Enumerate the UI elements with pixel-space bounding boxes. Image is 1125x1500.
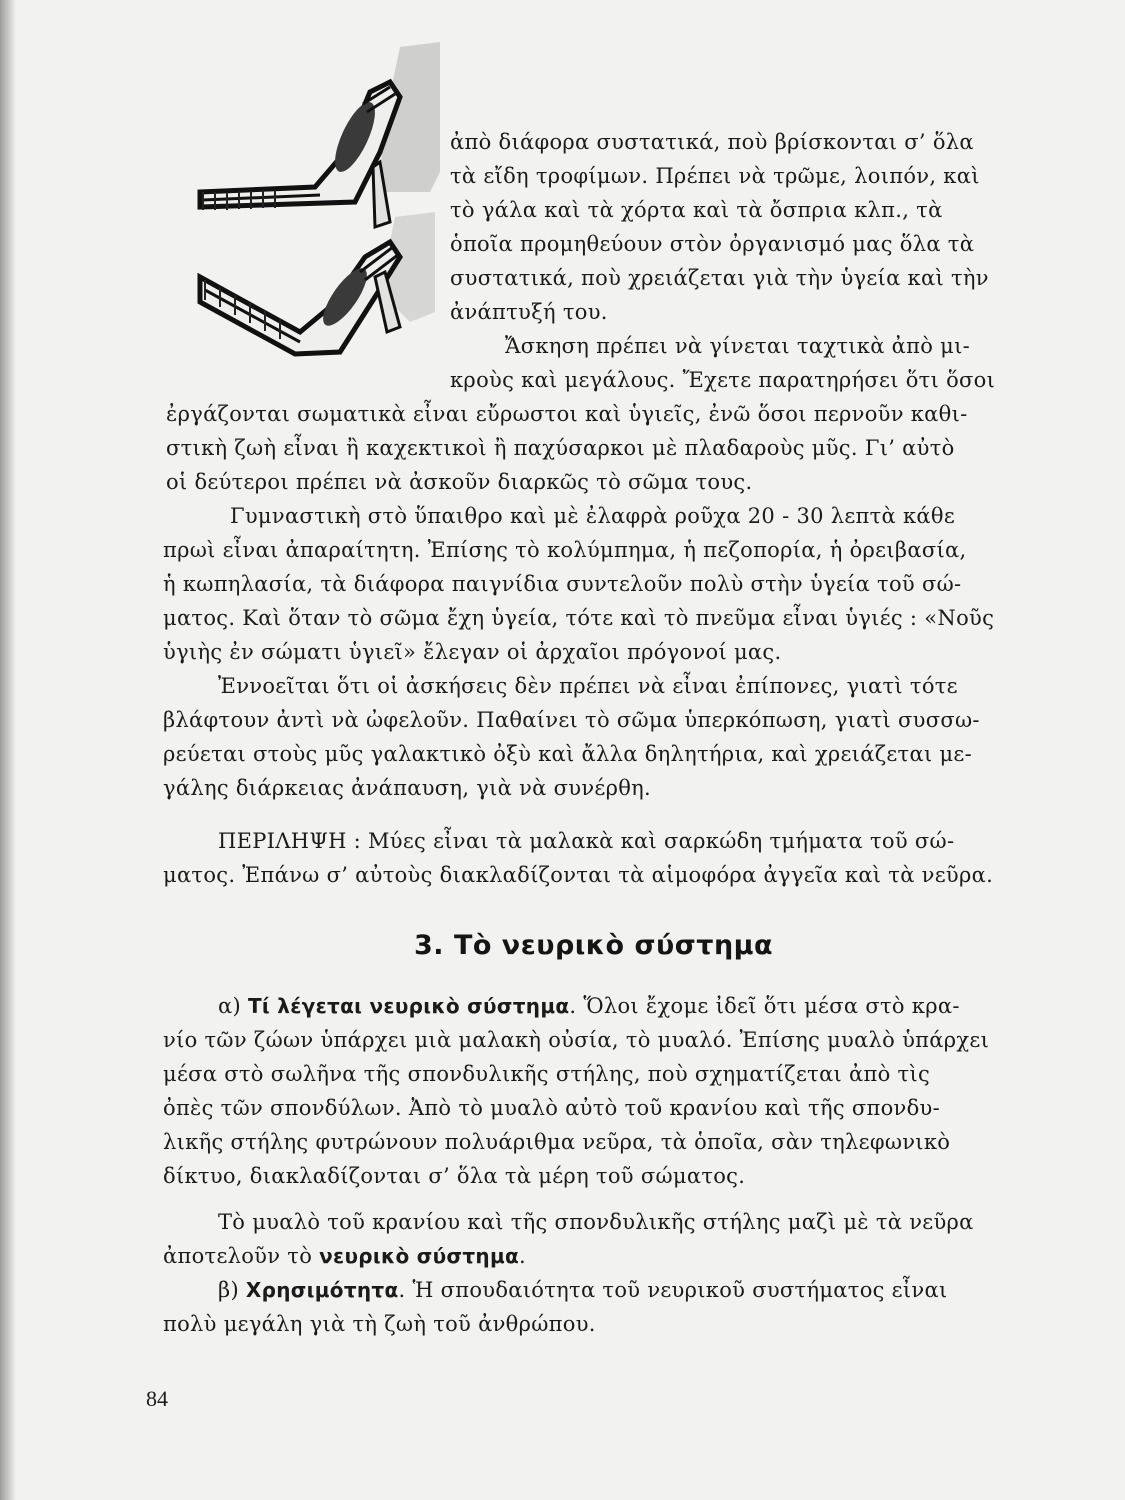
text-line: Ἄσκηση πρέπει νὰ γίνεται ταχτικὰ ἀπὸ μι-	[505, 334, 971, 358]
text-line: ἡ κωπηλασία, τὰ διάφορα παιγνίδια συντελοῦν πολὺ στὴν ὑγεία τοῦ σώ-	[163, 572, 962, 596]
text-line: στικὴ ζωὴ εἶναι ἢ καχεκτικοὶ ἢ παχύσαρκοι μὲ πλαδαροὺς μῦς. Γι’ αὐτὸ	[166, 436, 955, 460]
text-line: ἐργάζονται σωματικὰ εἶναι εὔρωστοι καὶ ὑγιεῖς, ἐνῶ ὅσοι περνοῦν καθι-	[166, 402, 968, 426]
text-line: πολὺ μεγάλη γιὰ τὴ ζωὴ τοῦ ἀνθρώπου.	[163, 1312, 596, 1336]
subsection-b-marker: β)	[218, 1278, 239, 1302]
subsection-b-first-line	[218, 1276, 947, 1304]
subsection-a-first-line	[218, 992, 960, 1020]
subsection-b-text: . Ἡ σπουδαιότητα τοῦ νευρικοῦ συστήματος εἶναι	[398, 1278, 948, 1302]
text-line: ὑγιὴς ἐν σώματι ὑγιεῖ» ἔλεγαν οἱ ἀρχαῖοι πρόγονοί μας.	[163, 640, 782, 664]
page-number: 84	[146, 1386, 168, 1411]
lower-arm-outline	[200, 242, 400, 354]
text-line: Τὸ μυαλὸ τοῦ κρανίου καὶ τῆς σπονδυλικῆς στήλης μαζὶ μὲ τὰ νεῦρα	[218, 1210, 974, 1234]
text-line: δίκτυο, διακλαδίζονται σ’ ὅλα τὰ μέρη τοῦ σώματος.	[163, 1164, 746, 1188]
inline-text: ἀποτελοῦν τὸ	[163, 1244, 320, 1268]
arm-muscles-illustration	[195, 42, 445, 382]
text-line: τὰ εἴδη τροφίμων. Πρέπει νὰ τρῶμε, λοιπόν, καὶ	[450, 164, 980, 188]
summary-line: ΠΕΡΙΛΗΨΗ : Μύες εἶναι τὰ μαλακὰ καὶ σαρκώδη τμήματα τοῦ σώ-	[218, 829, 955, 853]
subsection-b-title: Χρησιμότητα	[245, 1278, 399, 1302]
text-line: μέσα στὸ σωλῆνα τῆς σπονδυλικῆς στήλης, ποὺ σχηματίζεται ἀπὸ τὶς	[163, 1062, 931, 1086]
text-line: ὁποῖα προμηθεύουν στὸν ὀργανισμό μας ὅλα τὰ	[450, 232, 975, 256]
summary-line: ματος. Ἐπάνω σ’ αὐτοὺς διακλαδίζονται τὰ αἱμοφόρα ἀγγεῖα καὶ τὰ νεῦρα.	[163, 863, 994, 887]
text-line: κροὺς καὶ μεγάλους. Ἔχετε παρατηρήσει ὅτι ὅσοι	[450, 368, 996, 392]
subsection-a-title: Τί λέγεται νευρικὸ σύστημα	[247, 994, 570, 1018]
text-line: ματος. Καὶ ὅταν τὸ σῶμα ἔχη ὑγεία, τότε καὶ τὸ πνεῦμα εἶναι ὑγιές : «Νοῦς	[163, 606, 995, 630]
text-line: ρεύεται στοὺς μῦς γαλακτικὸ ὀξὺ καὶ ἄλλα δηλητήρια, καὶ χρειάζεται με-	[163, 742, 972, 766]
inline-bold-term: νευρικὸ σύστημα	[319, 1244, 520, 1268]
text-line: νίο τῶν ζώων ὑπάρχει μιὰ μαλακὴ οὐσία, τὸ μυαλό. Ἐπίσης μυαλὸ ὑπάρχει	[163, 1028, 990, 1052]
text-line: τὸ γάλα καὶ τὰ χόρτα καὶ τὰ ὄσπρια κλπ., τὰ	[450, 198, 943, 222]
subsection-a-text: . Ὅλοι ἔχομε ἰδεῖ ὅτι μέσα στὸ κρα-	[569, 994, 960, 1018]
subsection-a-marker: α)	[218, 994, 241, 1018]
text-line: ὀπὲς τῶν σπονδύλων. Ἀπὸ τὸ μυαλὸ αὐτὸ τοῦ κρανίου καὶ τῆς σπονδυ-	[163, 1096, 941, 1120]
text-line: πρωὶ εἶναι ἀπαραίτητη. Ἐπίσης τὸ κολύμπημα, ἡ πεζοπορία, ἡ ὀρειβασία,	[163, 538, 967, 562]
inline-text: .	[519, 1244, 527, 1268]
text-line: Ἐννοεῖται ὅτι οἱ ἀσκήσεις δὲν πρέπει νὰ εἶναι ἐπίπονες, γιατὶ τότε	[218, 674, 958, 698]
text-line: ἀνάπτυξή του.	[450, 300, 608, 324]
text-line: οἱ δεύτεροι πρέπει νὰ ἀσκοῦν διαρκῶς τὸ σῶμα τους.	[166, 470, 753, 494]
text-line: λικῆς στήλης φυτρώνουν πολυάριθμα νεῦρα, τὰ ὁποῖα, σὰν τηλεφωνικὸ	[163, 1130, 951, 1154]
page-spine-shadow	[0, 0, 16, 1500]
section-heading: 3. Τὸ νευρικὸ σύστημα	[414, 930, 774, 961]
text-line: βλάφτουν ἀντὶ νὰ ὠφελοῦν. Παθαίνει τὸ σῶμα ὑπερκόπωση, γιατὶ συσσω-	[163, 708, 980, 732]
text-line: συστατικά, ποὺ χρειάζεται γιὰ τὴν ὑγεία καὶ τὴν	[450, 266, 989, 290]
text-line: Γυμναστικὴ στὸ ὕπαιθρο καὶ μὲ ἐλαφρὰ ροῦχα 20 - 30 λεπτὰ κάθε	[230, 504, 956, 528]
text-line-with-bold	[163, 1242, 526, 1270]
text-line: ἀπὸ διάφορα συστατικά, ποὺ βρίσκονται σ’ ὅλα	[450, 130, 974, 154]
text-line: γάλης διάρκειας ἀνάπαυση, γιὰ νὰ συνέρθη.	[163, 776, 652, 800]
